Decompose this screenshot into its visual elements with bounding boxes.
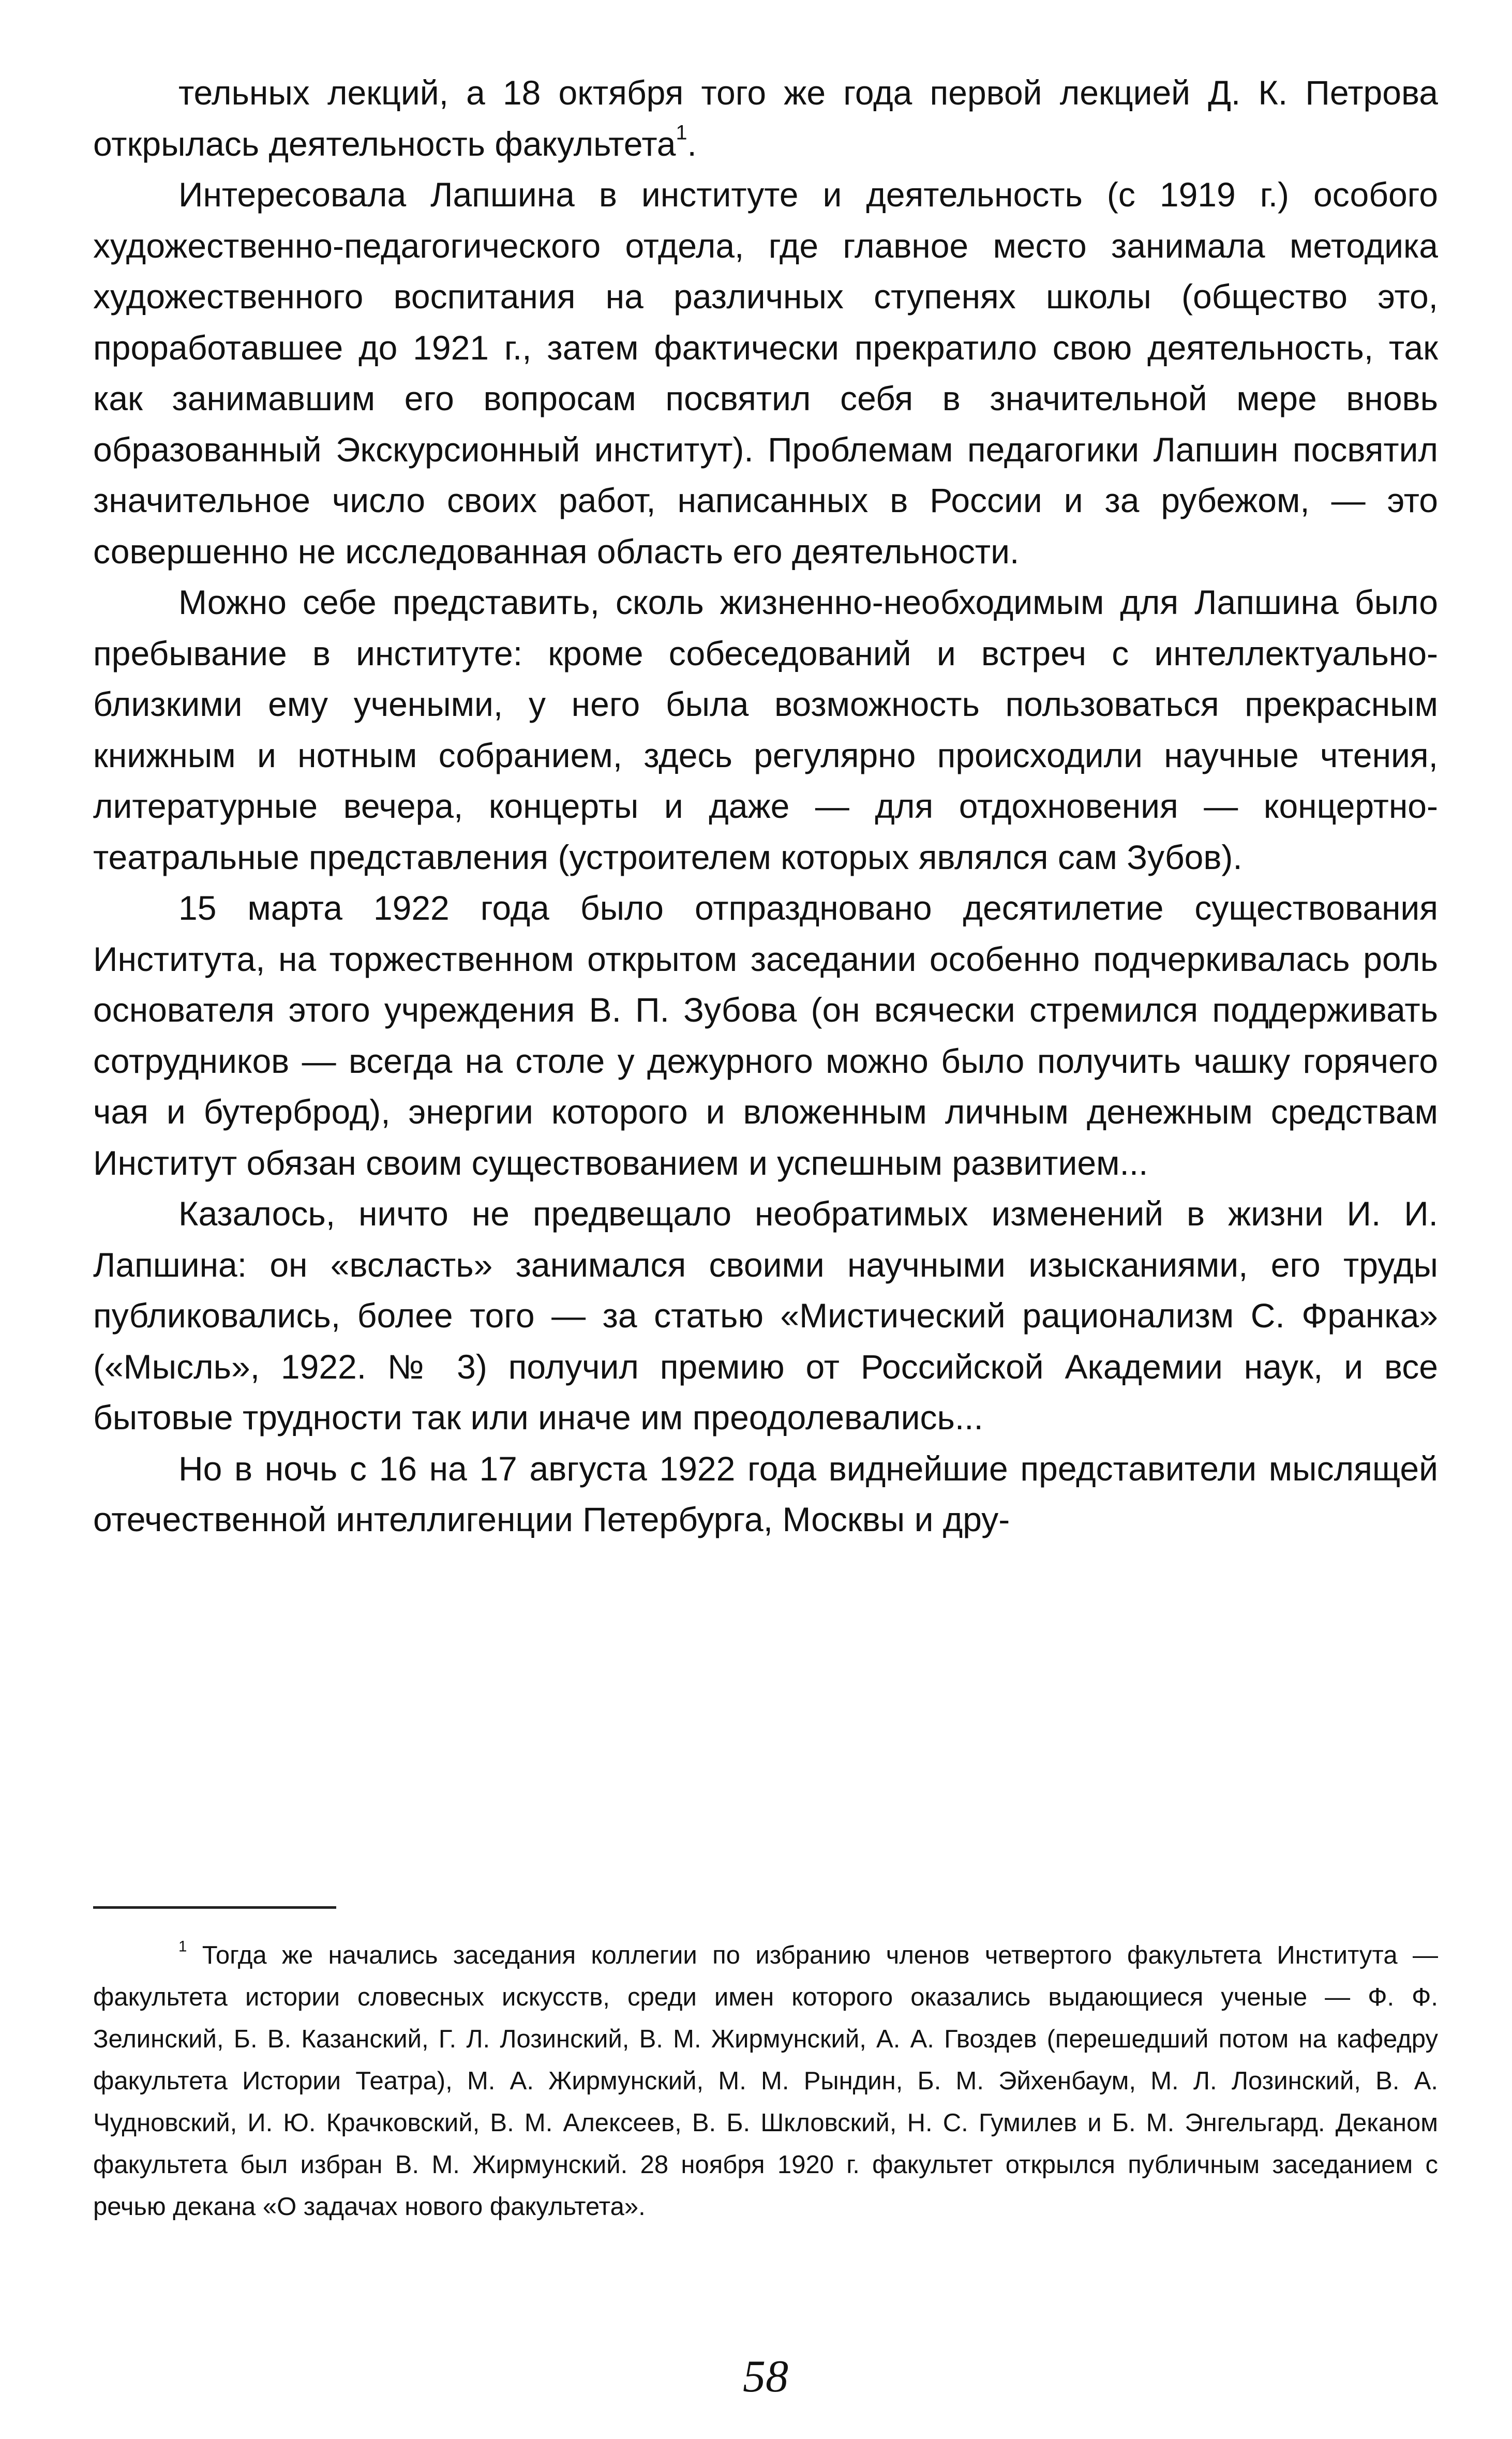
main-text [93,67,1438,1545]
paragraph [93,67,1438,169]
paragraph: Казалось, ничто не предвещало необратимых изменений в жизни И. И. Лапшина: он «всласть» занимался своими научными изысканиями, его труды публиковались, более того — за статью «Мистический рационализм С. Франка» («Мысль», 1922. № 3) получил премию от Российской Академии наук, и все бытовые трудности так или иначе им преодолевались... [93,1194,1438,1437]
footnote [93,1935,1438,2228]
footnote-text: Тогда же начались заседания коллегии по избранию членов четвертого факультета Института — факультета истории словесных искусств, среди имен которого оказались выдающиеся ученые — Ф. Ф. Зелинский, Б. В. Казанский, Г. Л. Лозинский, В. М. Жирмунский, А. А. Гвоздев (перешедший потом на кафедру факультета Истории Театра), М. А. Жирмунский, М. М. Рындин, Б. М. Эйхенбаум, М. Л. Лозинский, В. А. Чудновский, И. Ю. Крачковский, В. М. Алексеев, В. Б. Шкловский, Н. С. Гумилев и Б. М. Энгельгард. Деканом факультета был избран В. М. Жирмунский. 28 ноября 1920 г. факультет открылся публичным заседанием с речью декана «О задачах нового факультета». [93,1941,1438,2221]
paragraph: Но в ночь с 16 на 17 августа 1922 года виднейшие представители мыслящей отечественной интеллигенции Петербурга, Москвы и дру- [93,1449,1438,1538]
page-number: 58 [743,2352,788,2402]
footnote-divider [93,1906,336,1909]
paragraph-end-punctuation: . [687,124,697,163]
footnote-reference: 1 [676,121,687,144]
paragraph: 15 марта 1922 года было отпраздновано десятилетие существования Института, на торжественном открытом заседании особенно подчеркивалась роль основателя этого учреждения В. П. Зубова (он всячески стремился поддерживать сотрудников — всегда на столе у дежурного можно было получить чашку горячего чая и бутерброд), энергии которого и вложенным личным денежным средствам Институт обязан своим существованием и успешным развитием... [93,889,1438,1182]
book-page [93,67,1438,2402]
footnote-marker: 1 [178,1938,187,1955]
paragraph: Интересовала Лапшина в институте и деятельность (с 1919 г.) особого художественно-педагогического отдела, где главное место занимала методика художественного воспитания на различных ступенях школы (общество это, проработавшее до 1921 г., затем фактически прекратило свою деятельность, так как занимавшим его вопросам посвятил себя в значительной мере вновь образованный Экскурсионный институт). Проблемам педагогики Лапшин посвятил значительное число своих работ, написанных в России и за рубежом, — это совершенно не исследованная область его деятельности. [93,175,1438,571]
paragraph: Можно себе представить, сколь жизненно-необходимым для Лапшина было пребывание в институте: кроме собеседований и встреч с интеллектуально-близкими ему учеными, у него была возможность пользоваться прекрасным книжным и нотным собранием, здесь регулярно происходили научные чтения, литературные вечера, концерты и даже — для отдохновения — концертно-театральные представления (устроителем которых являлся сам Зубов). [93,583,1438,876]
paragraph-text: тельных лекций, а 18 октября того же года первой лекцией Д. К. Петрова открылась деятельность факультета [93,73,1438,163]
